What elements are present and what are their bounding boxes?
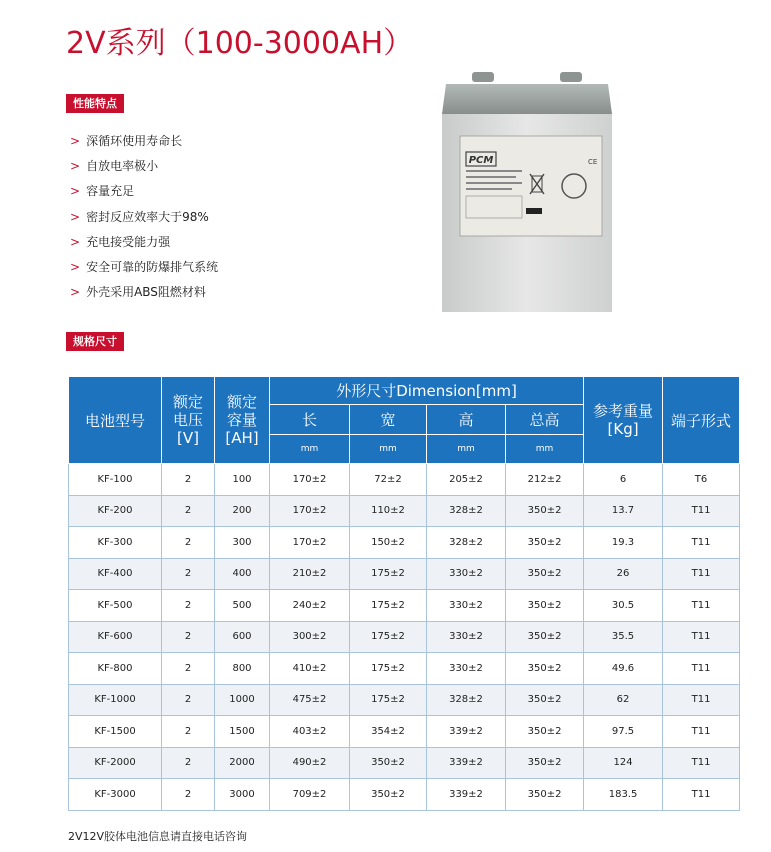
table-cell: KF-400: [69, 558, 162, 590]
chevron-right-icon: >: [70, 134, 81, 148]
feature-item: [70, 232, 218, 257]
table-cell: 19.3: [584, 527, 663, 559]
table-cell: 2: [162, 464, 215, 496]
table-cell: 339±2: [427, 716, 506, 748]
table-cell: 350±2: [506, 653, 584, 685]
table-cell: 350±2: [506, 621, 584, 653]
table-cell: 13.7: [584, 495, 663, 527]
table-cell: 300: [215, 527, 270, 559]
col-voltage: [162, 377, 215, 464]
table-cell: 709±2: [270, 779, 350, 811]
table-cell: T11: [663, 716, 740, 748]
spec-table-body: [69, 464, 740, 811]
feature-text: 外壳采用ABS阻燃材料: [86, 285, 206, 300]
table-cell: 350±2: [506, 558, 584, 590]
table-cell: 350±2: [506, 684, 584, 716]
table-cell: 170±2: [270, 464, 350, 496]
table-cell: 800: [215, 653, 270, 685]
table-cell: KF-3000: [69, 779, 162, 811]
table-cell: 354±2: [350, 716, 427, 748]
table-cell: 175±2: [350, 621, 427, 653]
table-cell: 170±2: [270, 495, 350, 527]
table-cell: T11: [663, 495, 740, 527]
table-cell: 240±2: [270, 590, 350, 622]
feature-list: [70, 131, 218, 307]
table-cell: 110±2: [350, 495, 427, 527]
table-cell: T11: [663, 558, 740, 590]
table-cell: 2: [162, 621, 215, 653]
battery-label: [460, 136, 602, 236]
chevron-right-icon: >: [70, 285, 81, 300]
table-cell: T11: [663, 527, 740, 559]
table-cell: 2: [162, 558, 215, 590]
feature-item: [70, 282, 218, 307]
table-cell: 330±2: [427, 558, 506, 590]
hw-label: 参考重量 [Kg]: [593, 402, 654, 438]
table-cell: 2: [162, 684, 215, 716]
table-cell: T11: [663, 590, 740, 622]
table-row: [69, 684, 740, 716]
col-total-height: 总高: [506, 405, 584, 435]
table-cell: KF-100: [69, 464, 162, 496]
chevron-right-icon: >: [70, 234, 81, 249]
table-cell: 183.5: [584, 779, 663, 811]
table-cell: 205±2: [427, 464, 506, 496]
table-cell: 175±2: [350, 684, 427, 716]
table-cell: 600: [215, 621, 270, 653]
table-cell: 35.5: [584, 621, 663, 653]
chevron-right-icon: >: [70, 209, 81, 224]
table-cell: 300±2: [270, 621, 350, 653]
unit-width: mm: [350, 435, 427, 464]
table-cell: 2: [162, 653, 215, 685]
unit-height: mm: [427, 435, 506, 464]
table-cell: 26: [584, 558, 663, 590]
hv-label: 额定 电压 [V]: [172, 393, 203, 447]
table-row: [69, 590, 740, 622]
table-cell: 328±2: [427, 495, 506, 527]
table-cell: 410±2: [270, 653, 350, 685]
table-cell: 2: [162, 527, 215, 559]
table-cell: KF-2000: [69, 747, 162, 779]
brand-logo-text: PCM: [468, 155, 494, 166]
feature-text: 密封反应效率大于98%: [86, 209, 209, 224]
table-cell: 175±2: [350, 590, 427, 622]
table-cell: 1000: [215, 684, 270, 716]
battery-image: [438, 70, 614, 314]
table-cell: 350±2: [506, 779, 584, 811]
feature-text: 安全可靠的防爆排气系统: [86, 259, 219, 274]
table-row: [69, 653, 740, 685]
col-width: 宽: [350, 405, 427, 435]
table-row: [69, 779, 740, 811]
table-cell: KF-1500: [69, 716, 162, 748]
table-cell: 175±2: [350, 653, 427, 685]
spec-tag: 规格尺寸: [66, 332, 124, 351]
table-cell: 403±2: [270, 716, 350, 748]
features-tag: 性能特点: [66, 94, 124, 113]
table-cell: KF-1000: [69, 684, 162, 716]
table-cell: 124: [584, 747, 663, 779]
table-cell: 150±2: [350, 527, 427, 559]
table-row: [69, 527, 740, 559]
table-cell: 400: [215, 558, 270, 590]
table-cell: 500: [215, 590, 270, 622]
table-cell: 328±2: [427, 684, 506, 716]
chevron-right-icon: >: [70, 184, 81, 199]
table-cell: 330±2: [427, 590, 506, 622]
table-cell: 2000: [215, 747, 270, 779]
chevron-right-icon: >: [70, 259, 81, 274]
table-cell: 350±2: [350, 747, 427, 779]
table-row: [69, 716, 740, 748]
table-cell: KF-500: [69, 590, 162, 622]
table-cell: 200: [215, 495, 270, 527]
table-cell: 475±2: [270, 684, 350, 716]
table-cell: 2: [162, 590, 215, 622]
col-height: 高: [427, 405, 506, 435]
col-dimension: 外形尺寸Dimension[mm]: [270, 377, 584, 405]
table-cell: 2: [162, 747, 215, 779]
table-cell: 62: [584, 684, 663, 716]
feature-text: 充电接受能力强: [86, 234, 171, 249]
table-cell: T11: [663, 747, 740, 779]
table-cell: 490±2: [270, 747, 350, 779]
table-cell: 350±2: [506, 495, 584, 527]
table-cell: 212±2: [506, 464, 584, 496]
table-cell: 350±2: [506, 590, 584, 622]
table-cell: 350±2: [350, 779, 427, 811]
table-cell: 1500: [215, 716, 270, 748]
col-length: 长: [270, 405, 350, 435]
feature-text: 自放电率极小: [86, 159, 159, 174]
feature-item: [70, 181, 218, 206]
table-cell: T6: [663, 464, 740, 496]
table-cell: T11: [663, 684, 740, 716]
col-model: 电池型号: [69, 377, 162, 464]
page-title: 2V系列（100-3000AH）: [66, 26, 414, 61]
table-cell: 6: [584, 464, 663, 496]
table-cell: 30.5: [584, 590, 663, 622]
col-weight: [584, 377, 663, 464]
table-cell: 210±2: [270, 558, 350, 590]
table-cell: 175±2: [350, 558, 427, 590]
hc-label: 额定 容量 [AH]: [225, 393, 259, 447]
table-cell: 72±2: [350, 464, 427, 496]
table-row: [69, 621, 740, 653]
footnote: 2V12V胶体电池信息请直接电话咨询: [68, 830, 248, 843]
table-cell: KF-600: [69, 621, 162, 653]
table-cell: 339±2: [427, 779, 506, 811]
table-cell: KF-300: [69, 527, 162, 559]
chevron-right-icon: >: [70, 159, 81, 174]
table-cell: 3000: [215, 779, 270, 811]
table-cell: T11: [663, 621, 740, 653]
table-cell: 97.5: [584, 716, 663, 748]
table-cell: 330±2: [427, 653, 506, 685]
table-cell: 339±2: [427, 747, 506, 779]
pb-mark: [526, 208, 542, 214]
table-cell: 350±2: [506, 716, 584, 748]
terminal-right: [560, 72, 582, 82]
table-cell: 350±2: [506, 527, 584, 559]
unit-total-height: mm: [506, 435, 584, 464]
table-cell: KF-800: [69, 653, 162, 685]
feature-text: 深循环使用寿命长: [86, 134, 183, 148]
table-cell: T11: [663, 653, 740, 685]
feature-item: [70, 257, 218, 282]
table-cell: 2: [162, 779, 215, 811]
feature-text: 容量充足: [86, 184, 135, 199]
col-capacity: [215, 377, 270, 464]
table-cell: 2: [162, 716, 215, 748]
table-row: [69, 747, 740, 779]
feature-item: [70, 131, 218, 156]
table-cell: T11: [663, 779, 740, 811]
col-terminal: 端子形式: [663, 377, 740, 464]
feature-item: [70, 156, 218, 181]
table-cell: KF-200: [69, 495, 162, 527]
table-cell: 49.6: [584, 653, 663, 685]
spec-table: [68, 376, 740, 811]
table-cell: 170±2: [270, 527, 350, 559]
unit-length: mm: [270, 435, 350, 464]
ce-mark: CE: [588, 158, 598, 166]
battery-lid: [442, 84, 612, 114]
table-cell: 350±2: [506, 747, 584, 779]
table-cell: 2: [162, 495, 215, 527]
table-row: [69, 495, 740, 527]
terminal-left: [472, 72, 494, 82]
table-row: [69, 558, 740, 590]
table-row: [69, 464, 740, 496]
feature-item: [70, 207, 218, 232]
table-cell: 330±2: [427, 621, 506, 653]
table-cell: 328±2: [427, 527, 506, 559]
table-cell: 100: [215, 464, 270, 496]
